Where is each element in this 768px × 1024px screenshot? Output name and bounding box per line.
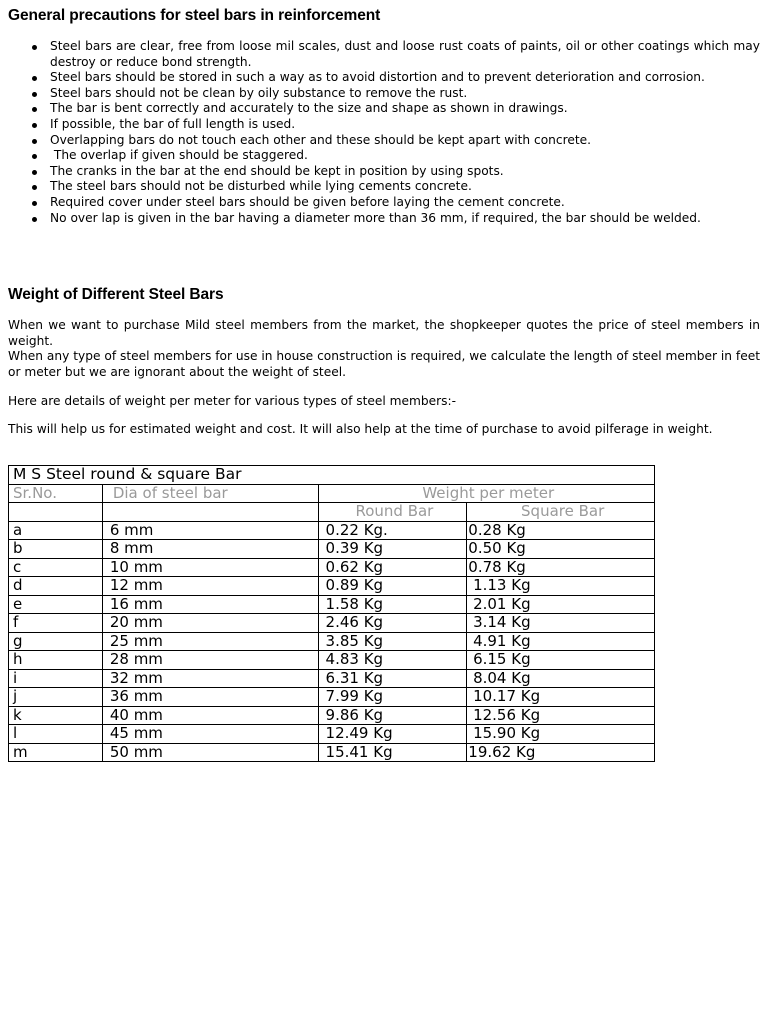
list-item: Steel bars should be stored in such a way as to avoid distortion and to prevent deterioration and corrosion.: [50, 70, 760, 86]
list-item: The overlap if given should be staggered.: [50, 148, 760, 164]
cell-round-bar: 15.41 Kg: [318, 743, 467, 762]
cell-dia: 10 mm: [102, 558, 318, 577]
cell-square-bar: 1.13 Kg: [467, 577, 655, 596]
list-item: The cranks in the bar at the end should be kept in position by using spots.: [50, 164, 760, 180]
cell-round-bar: 4.83 Kg: [318, 651, 467, 670]
cell-sr-no: e: [9, 595, 103, 614]
cell-dia: 6 mm: [102, 521, 318, 540]
table-row: [9, 521, 655, 540]
cell-dia: 12 mm: [102, 577, 318, 596]
cell-round-bar: 12.49 Kg: [318, 725, 467, 744]
cell-sr-no: a: [9, 521, 103, 540]
cell-square-bar: 8.04 Kg: [467, 669, 655, 688]
table-row: [9, 577, 655, 596]
precautions-list: [8, 39, 760, 226]
list-item: Overlapping bars do not touch each other and these should be kept apart with concrete.: [50, 133, 760, 149]
list-item: No over lap is given in the bar having a diameter more than 36 mm, if required, the bar should be welded.: [50, 211, 760, 227]
weight-heading: Weight of Different Steel Bars: [8, 286, 224, 303]
cell-round-bar: 3.85 Kg: [318, 632, 467, 651]
paragraph: When we want to purchase Mild steel members from the market, the shopkeeper quotes the price of steel members in weight.: [8, 318, 760, 348]
table-row: [9, 743, 655, 762]
cell-square-bar: 4.91 Kg: [467, 632, 655, 651]
empty-cell: [9, 503, 103, 522]
cell-sr-no: i: [9, 669, 103, 688]
cell-sr-no: d: [9, 577, 103, 596]
table-row: [9, 651, 655, 670]
steel-weight-table: [8, 465, 655, 762]
cell-sr-no: g: [9, 632, 103, 651]
cell-square-bar: 0.78 Kg: [467, 558, 655, 577]
cell-sr-no: h: [9, 651, 103, 670]
table-row: [9, 725, 655, 744]
list-item: Required cover under steel bars should be given before laying the cement concrete.: [50, 195, 760, 211]
cell-dia: 45 mm: [102, 725, 318, 744]
cell-square-bar: 3.14 Kg: [467, 614, 655, 633]
cell-round-bar: 0.62 Kg: [318, 558, 467, 577]
cell-sr-no: b: [9, 540, 103, 559]
header-sr-no: Sr.No.: [9, 484, 103, 503]
cell-dia: 32 mm: [102, 669, 318, 688]
cell-round-bar: 0.22 Kg.: [318, 521, 467, 540]
cell-round-bar: 9.86 Kg: [318, 706, 467, 725]
cell-dia: 36 mm: [102, 688, 318, 707]
cell-square-bar: 2.01 Kg: [467, 595, 655, 614]
cell-sr-no: m: [9, 743, 103, 762]
table-row: [9, 632, 655, 651]
table-row: [9, 669, 655, 688]
cell-square-bar: 0.28 Kg: [467, 521, 655, 540]
cell-square-bar: 15.90 Kg: [467, 725, 655, 744]
cell-round-bar: 1.58 Kg: [318, 595, 467, 614]
list-item: Steel bars are clear, free from loose mil scales, dust and loose rust coats of paints, oil or other coatings which may destroy or reduce bond strength.: [50, 39, 760, 69]
cell-dia: 50 mm: [102, 743, 318, 762]
cell-sr-no: j: [9, 688, 103, 707]
cell-round-bar: 2.46 Kg: [318, 614, 467, 633]
paragraph: When any type of steel members for use in house construction is required, we calculate the length of steel member in feet or meter but we are ignorant about the weight of steel.: [8, 349, 760, 379]
cell-dia: 20 mm: [102, 614, 318, 633]
precautions-heading: General precautions for steel bars in reinforcement: [8, 7, 381, 24]
header-round-bar: Round Bar: [318, 503, 467, 522]
cell-dia: 40 mm: [102, 706, 318, 725]
cell-round-bar: 0.89 Kg: [318, 577, 467, 596]
cell-dia: 25 mm: [102, 632, 318, 651]
paragraph: This will help us for estimated weight and cost. It will also help at the time of purchase to avoid pilferage in weight.: [8, 422, 713, 436]
table-row: [9, 540, 655, 559]
table-caption: M S Steel round & square Bar: [9, 466, 655, 485]
paragraph: Here are details of weight per meter for various types of steel members:-: [8, 394, 456, 408]
list-item: Steel bars should not be clean by oily substance to remove the rust.: [50, 86, 760, 102]
list-item: If possible, the bar of full length is used.: [50, 117, 760, 133]
table-row: [9, 614, 655, 633]
cell-round-bar: 7.99 Kg: [318, 688, 467, 707]
header-weight: Weight per meter: [318, 484, 654, 503]
table-caption-row: [9, 466, 655, 485]
cell-square-bar: 6.15 Kg: [467, 651, 655, 670]
cell-dia: 16 mm: [102, 595, 318, 614]
list-item: The steel bars should not be disturbed while lying cements concrete.: [50, 179, 760, 195]
cell-square-bar: 12.56 Kg: [467, 706, 655, 725]
table-row: [9, 706, 655, 725]
cell-sr-no: l: [9, 725, 103, 744]
cell-square-bar: 0.50 Kg: [467, 540, 655, 559]
cell-sr-no: f: [9, 614, 103, 633]
cell-square-bar: 19.62 Kg: [467, 743, 655, 762]
header-dia: Dia of steel bar: [102, 484, 318, 503]
table-row: [9, 595, 655, 614]
cell-sr-no: k: [9, 706, 103, 725]
table-row: [9, 688, 655, 707]
cell-square-bar: 10.17 Kg: [467, 688, 655, 707]
table-subheader-row: [9, 503, 655, 522]
list-item: The bar is bent correctly and accurately to the size and shape as shown in drawings.: [50, 101, 760, 117]
cell-sr-no: c: [9, 558, 103, 577]
empty-cell: [102, 503, 318, 522]
header-square-bar: Square Bar: [467, 503, 655, 522]
cell-round-bar: 0.39 Kg: [318, 540, 467, 559]
cell-round-bar: 6.31 Kg: [318, 669, 467, 688]
cell-dia: 8 mm: [102, 540, 318, 559]
table-header-row: [9, 484, 655, 503]
table-row: [9, 558, 655, 577]
cell-dia: 28 mm: [102, 651, 318, 670]
